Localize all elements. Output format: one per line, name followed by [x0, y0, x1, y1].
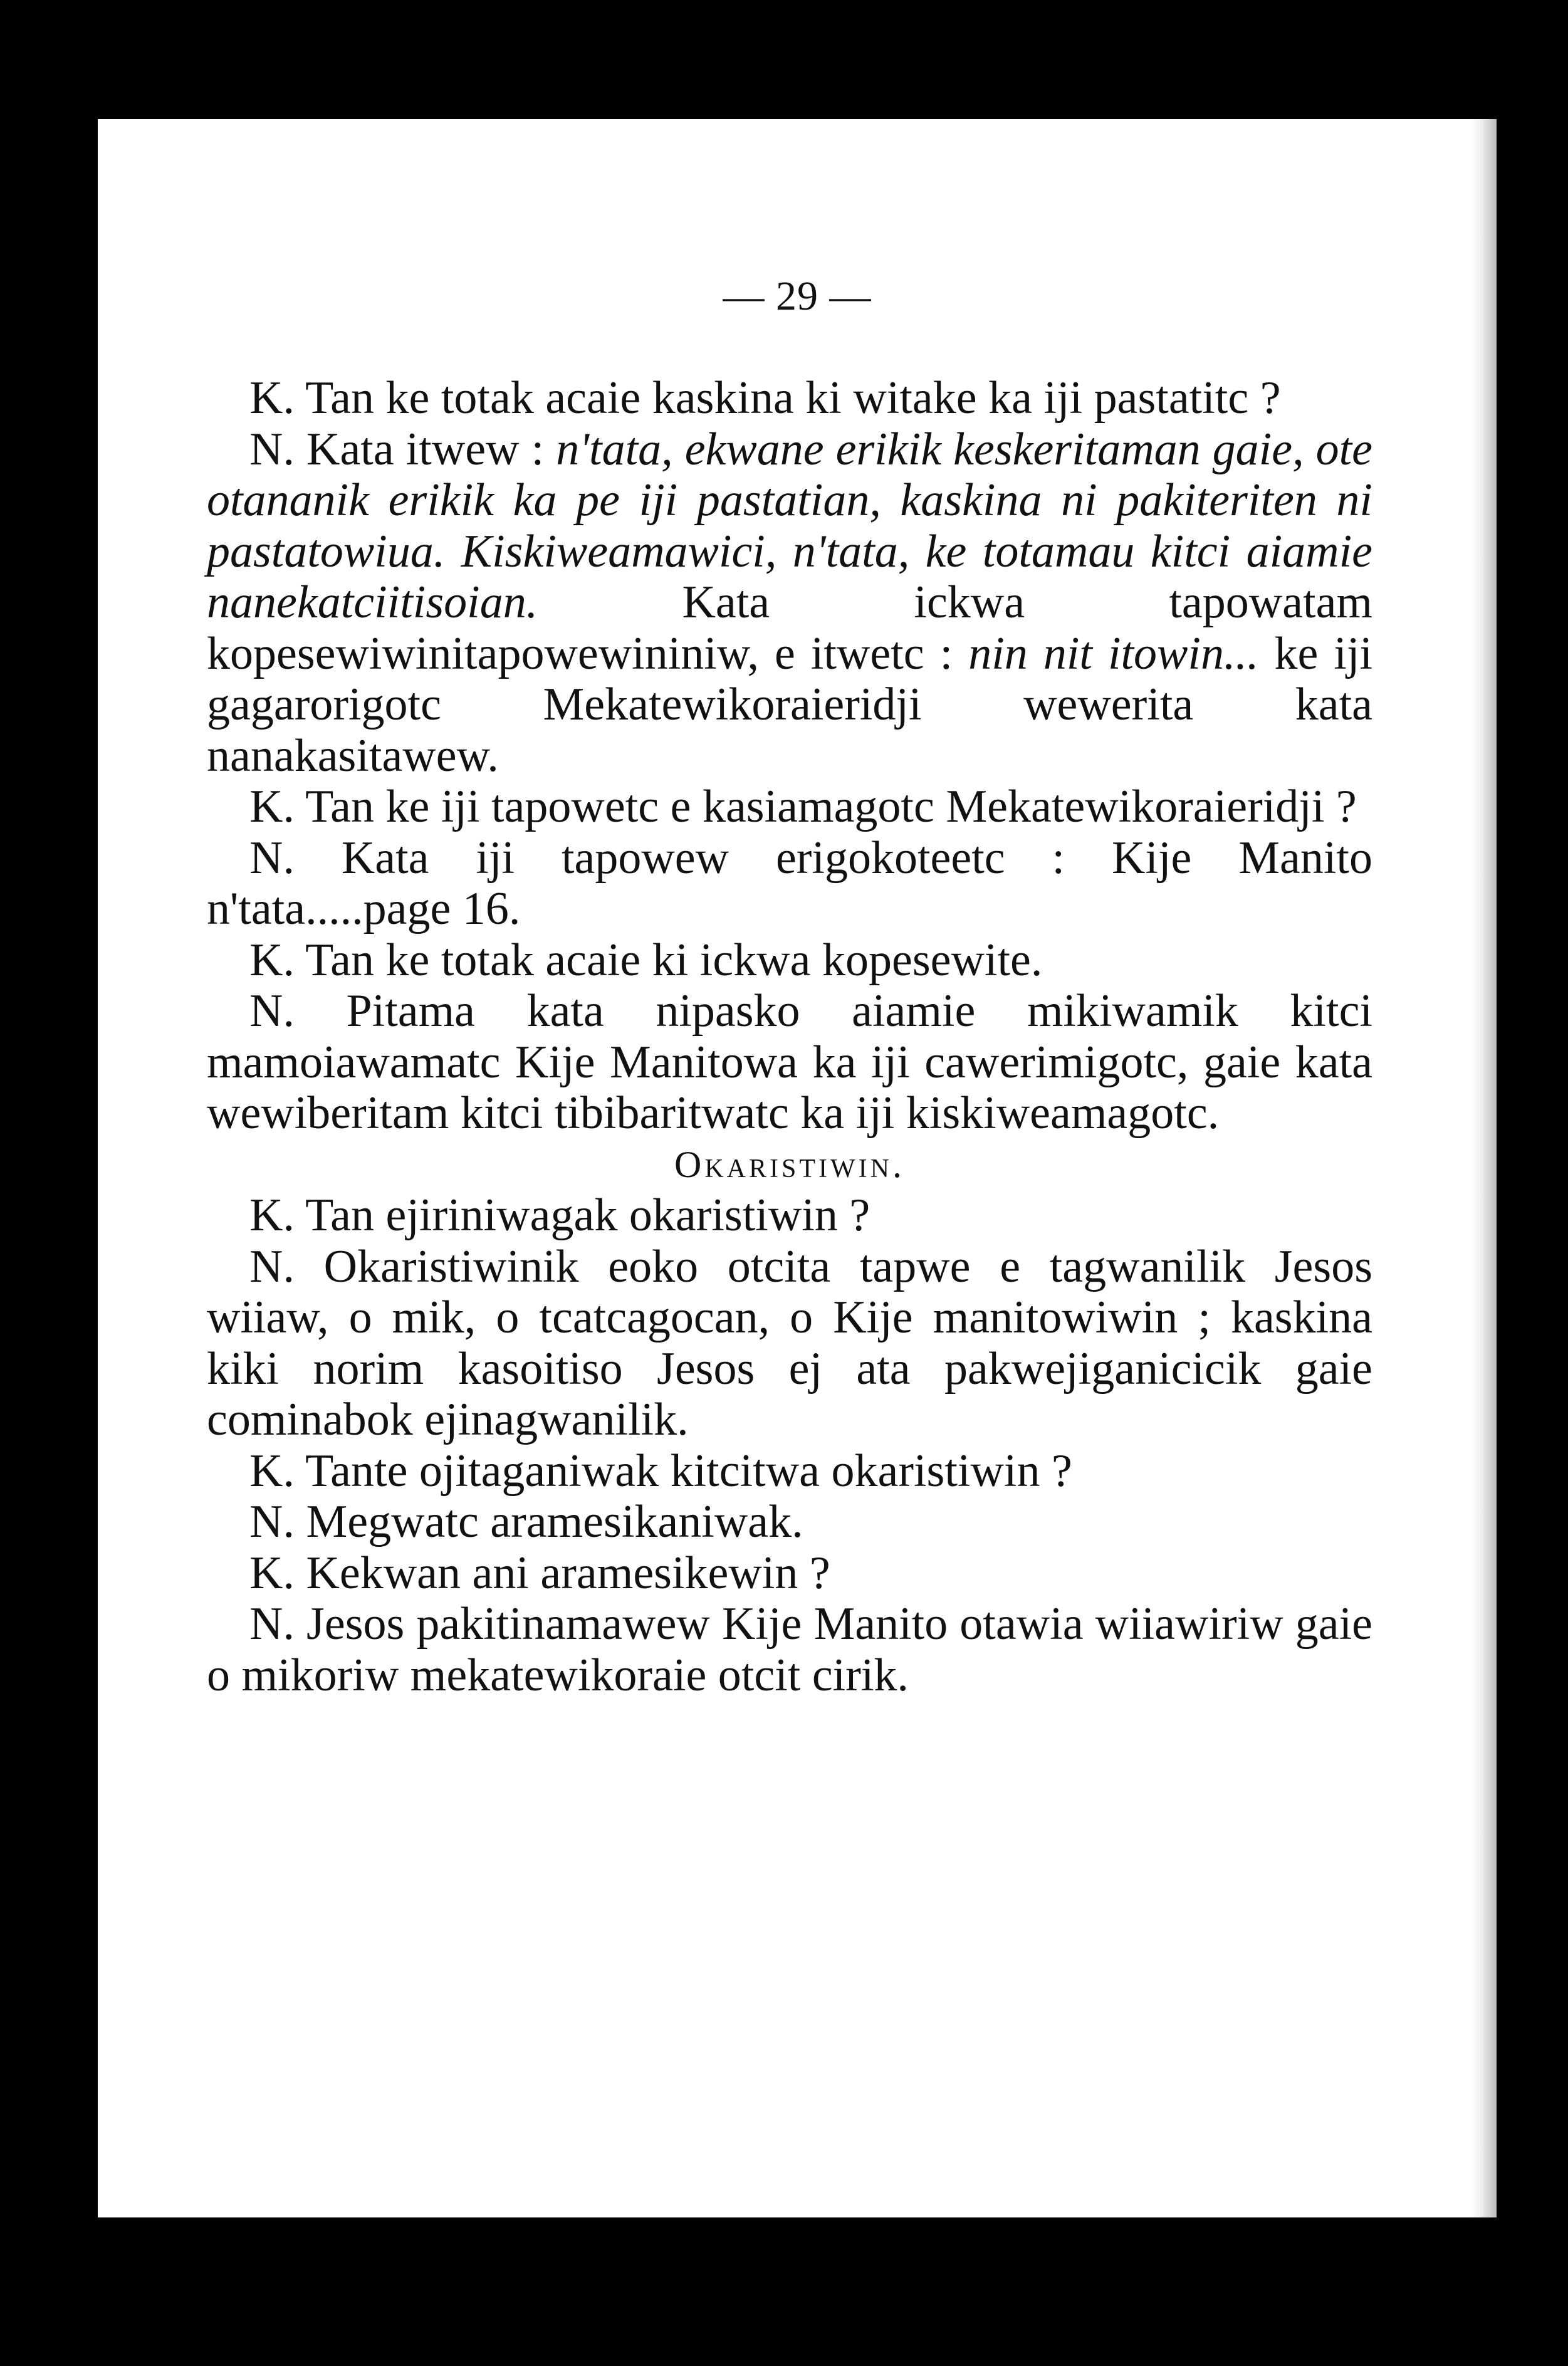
paragraph [207, 986, 1372, 1139]
speaker-label: K. [249, 1190, 295, 1241]
speaker-label: N. [249, 832, 295, 884]
speaker-label: K. [249, 372, 295, 424]
speaker-label: N. [249, 423, 295, 475]
speaker-label: N. [249, 1598, 295, 1650]
paragraph [207, 1242, 1372, 1446]
paragraph-text: Pitama kata nipasko aiamie mikiwamik kitci mamoiawamatc Kije Manitowa ka iji cawerimigotc, gaie kata wewiberitam kitci tibibaritwatc ka iji kiskiweamagotc. [207, 985, 1373, 1139]
book-page [98, 119, 1497, 2217]
page-edge [1471, 119, 1497, 2217]
speaker-label: K. [249, 934, 295, 986]
paragraph [207, 373, 1372, 424]
paragraph-text: Tan ke iji tapowetc e kasiamagotc Mekatewikoraieridji ? [305, 781, 1357, 832]
paragraph-text: Kekwan ani aramesikewin ? [306, 1547, 830, 1599]
speaker-label: N. [249, 1496, 295, 1547]
paragraph [207, 1497, 1372, 1548]
paragraph-text: Tan ejiriniwagak okaristiwin ? [305, 1190, 870, 1241]
paragraph-text: ke iji gagarorigotc Mekatewikoraieridji wewerita kata nanakasitawew. [207, 627, 1373, 782]
speaker-label: N. [249, 985, 295, 1037]
speaker-label: K. [249, 781, 295, 832]
paragraph-text: Kata iji tapowew erigokoteetc : Kije Manito n'tata.....page 16. [207, 832, 1372, 934]
page-body [207, 373, 1372, 1701]
section-heading: Okaristiwin. [674, 1143, 905, 1185]
paragraph-text: Jesos pakitinamawew Kije Manito otawia wiiawiriw gaie o mikoriw mekatewikoraie otcit cirik. [207, 1598, 1373, 1701]
prayer-text: nin nit itowin... [968, 627, 1259, 679]
paragraph [207, 782, 1372, 833]
speaker-label: K. [249, 1547, 295, 1599]
speaker-label: K. [249, 1445, 295, 1497]
paragraph-text: Tan ke totak acaie ki ickwa kopesewite. [305, 934, 1043, 986]
prayer-text: n'tata, ekwane erikik keskeritaman gaie, ote otananik erikik ka pe iji pastatian, kaskina ni pakiteriten ni pastatowiua. Kiskiweamawici, n'tata, ke totamau kitci aiamie nanekatciitisoian. [207, 423, 1373, 628]
paragraph [207, 1190, 1372, 1242]
speaker-label: N. [249, 1240, 295, 1292]
paragraph-text: Megwatc aramesikaniwak. [306, 1496, 803, 1547]
paragraph [207, 424, 1372, 782]
paragraph-text: Okaristiwinik eoko otcita tapwe e tagwanilik Jesos wiiaw, o mik, o tcatcagocan, o Kije manitowiwin ; kaskina kiki norim kasoitiso Jesos ej ata pakwejiganicicik gaie cominabok ejinagwanilik. [207, 1240, 1373, 1445]
page-number: — 29 — [723, 273, 872, 319]
paragraph-text: Tante ojitaganiwak kitcitwa okaristiwin ? [305, 1445, 1072, 1497]
paragraph [207, 1599, 1372, 1701]
paragraph [207, 1446, 1372, 1497]
paragraph-text: Tan ke totak acaie kaskina ki witake ka iji pastatitc ? [305, 372, 1281, 424]
paragraph-text: Kata itwew : [306, 423, 545, 475]
paragraph [207, 833, 1372, 935]
paragraph [207, 935, 1372, 987]
paragraph-text: Kata ickwa tapowatam kopesewiwinitapowewininiw, e itwetc : [207, 577, 1372, 679]
paragraph [207, 1548, 1372, 1599]
